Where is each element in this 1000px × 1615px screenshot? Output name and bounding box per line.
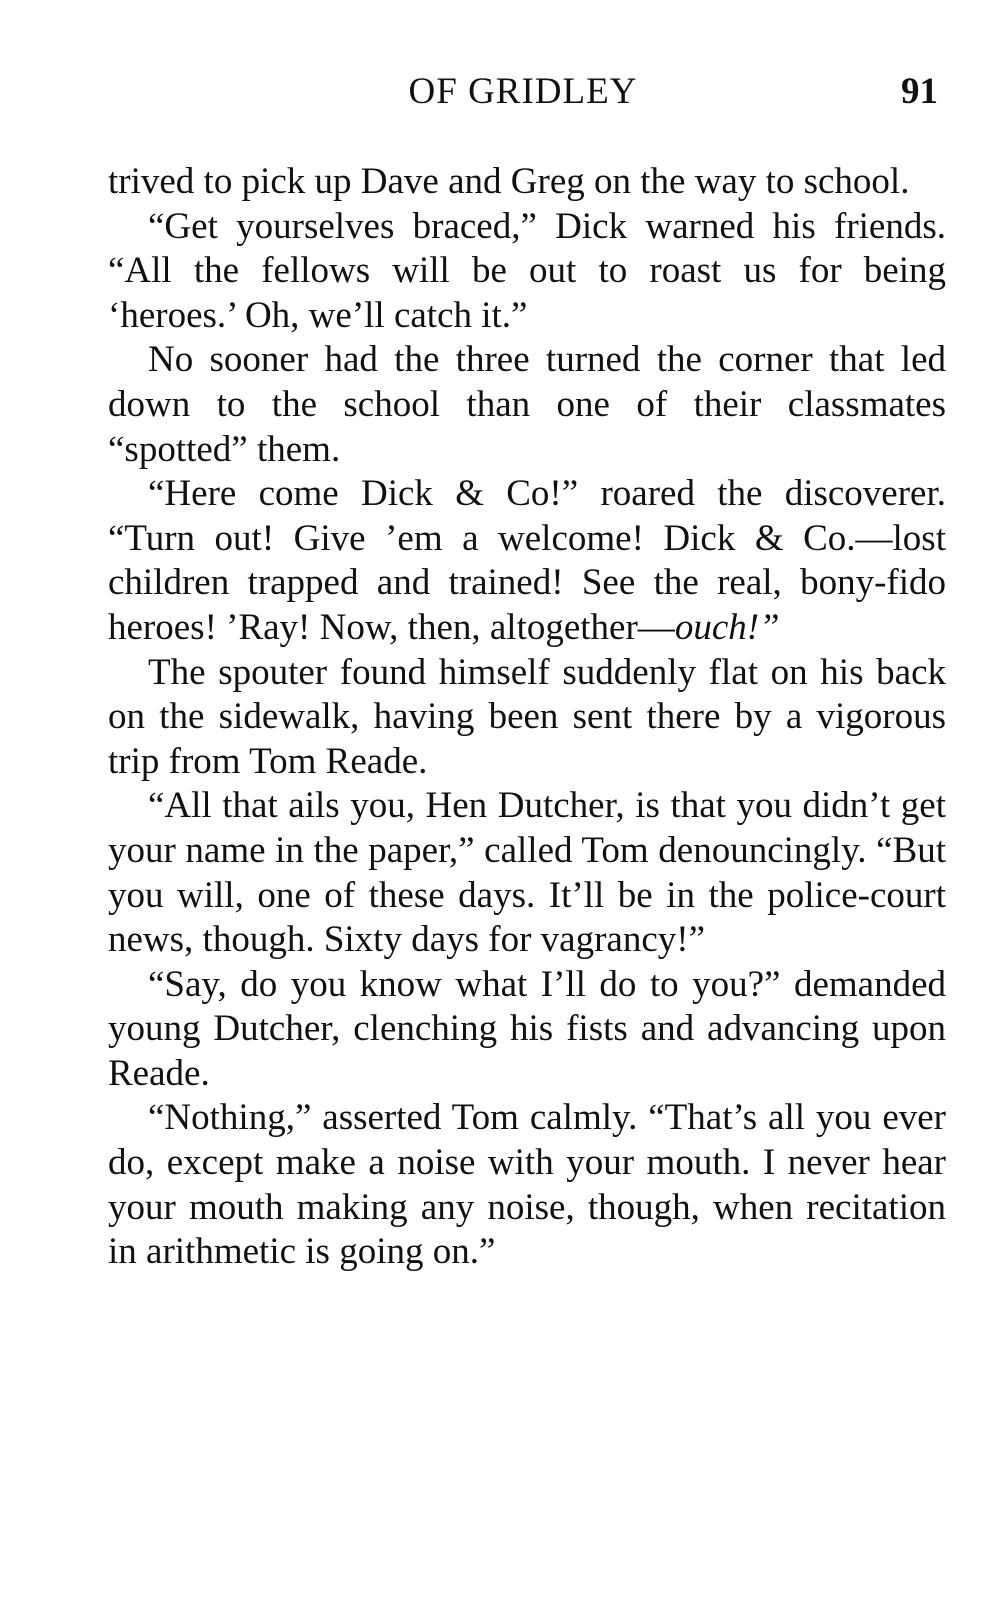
page-number: 91 — [901, 71, 938, 112]
body-text — [108, 160, 946, 1275]
paragraph-8: “Nothing,” asserted Tom calmly. “That’s all you ever do, except make a noise with your mouth. I never hear your mouth making any noise, though, when recitation in arithmetic is going on.” — [108, 1097, 946, 1273]
paragraph-1: trived to pick up Dave and Greg on the way to school. — [108, 161, 910, 202]
running-title: OF GRIDLEY — [408, 71, 638, 112]
paragraph-4 — [108, 472, 946, 650]
paragraph-4-text: “Here come Dick & Co!” roared the discoverer. “Turn out! Give ’em a welcome! Dick & Co.—lost children trapped and trained! See the real, bony-fido heroes! ’Ray! Now, then, altogether— — [108, 473, 946, 648]
running-header — [108, 70, 938, 116]
paragraph-2: “Get yourselves braced,” Dick warned his friends. “All the fellows will be out to roast us for being ‘heroes.’ Oh, we’ll catch it.” — [108, 205, 946, 336]
paragraph-6: “All that ails you, Hen Dutcher, is that you didn’t get your name in the paper,” called Tom denouncingly. “But you will, one of these days. It’ll be in the police-court news, though. Sixty days for vagrancy!” — [108, 785, 946, 961]
paragraph-5: The spouter found himself suddenly flat on his back on the sidewalk, having been sent there by a vigorous trip from Tom Reade. — [108, 651, 946, 782]
paragraph-3: No sooner had the three turned the corner that led down to the school than one of their classmates “spotted” them. — [108, 339, 946, 470]
paragraph-4-italic: ouch!” — [674, 606, 780, 648]
paragraph-7: “Say, do you know what I’ll do to you?” demanded young Dutcher, clenching his fists and advancing upon Reade. — [108, 963, 946, 1094]
